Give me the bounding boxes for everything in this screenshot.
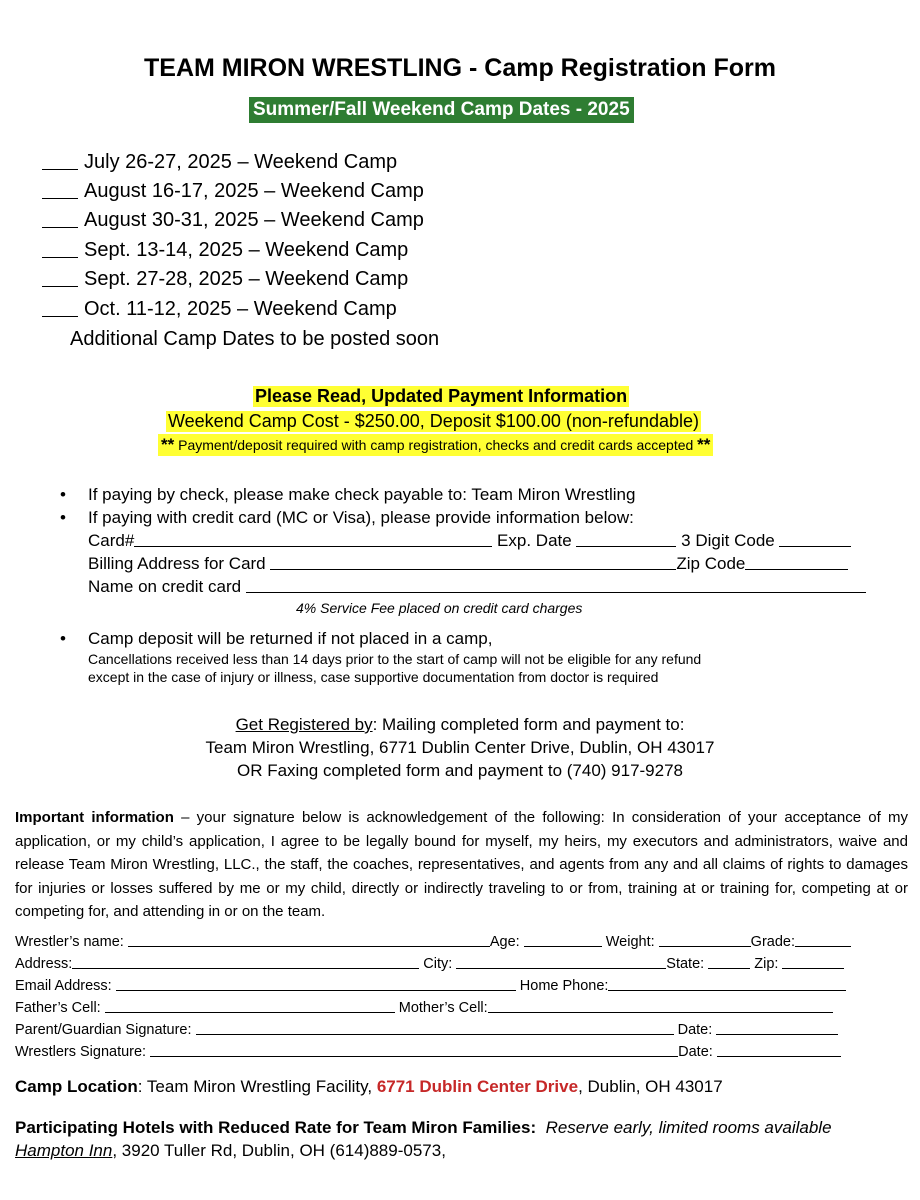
zip-label-2: Zip: [754, 956, 779, 972]
check-payable-text: If paying by check, please make check payable to: Team Miron Wrestling [88, 485, 636, 504]
get-registered-line [0, 715, 920, 735]
hotels-note: Reserve early, limited rooms available [545, 1118, 832, 1137]
parent-signature-field[interactable] [196, 1019, 674, 1035]
checkbox-blank[interactable] [42, 298, 78, 317]
cancellation-text: except in the case of injury or illness, case supportive documentation from doctor is required [88, 669, 659, 685]
card-zip-field[interactable] [745, 554, 848, 570]
deposit-text: Camp deposit will be returned if not placed in a camp, [88, 629, 493, 648]
camp-date-option[interactable] [42, 151, 397, 174]
home-phone-field[interactable] [608, 975, 846, 991]
name-on-card-label: Name on credit card [88, 577, 242, 596]
parent-signature-label: Parent/Guardian Signature: [15, 1022, 192, 1038]
card-row [88, 531, 851, 551]
hotels-line [15, 1118, 832, 1138]
mother-cell-label: Mother’s Cell: [398, 1000, 488, 1016]
checkbox-blank[interactable] [42, 151, 78, 170]
exp-date-field[interactable] [576, 531, 676, 547]
address-field[interactable] [72, 953, 419, 969]
payment-heading: Please Read, Updated Payment Information [255, 386, 628, 406]
checkbox-blank[interactable] [42, 239, 78, 258]
billing-label: Billing Address for Card [88, 554, 266, 573]
parent-signature-row [15, 1019, 838, 1038]
camp-date-label: August 16-17, 2025 – Weekend Camp [84, 180, 424, 202]
get-registered-label: Get Registered by [235, 715, 373, 734]
bullet-icon: • [60, 485, 66, 504]
additional-dates-note: Additional Camp Dates to be posted soon [70, 328, 440, 350]
state-label: State: [666, 956, 705, 972]
mailing-text: : Mailing completed form and payment to: [372, 715, 685, 734]
code-field[interactable] [779, 531, 851, 547]
state-field[interactable] [708, 953, 750, 969]
grade-label: Grade: [750, 934, 796, 950]
service-fee-note: 4% Service Fee placed on credit card charges [296, 600, 583, 616]
camp-date-label: July 26-27, 2025 – Weekend Camp [84, 151, 398, 173]
camp-date-option[interactable] [42, 239, 408, 262]
city-field[interactable] [456, 953, 666, 969]
camp-date-label: Oct. 11-12, 2025 – Weekend Camp [84, 298, 397, 320]
wrestler-name-label: Wrestler’s name: [15, 934, 124, 950]
weight-label: Weight: [605, 934, 655, 950]
page-title: TEAM MIRON WRESTLING - Camp Registration Form [144, 54, 776, 82]
asterisks: ** [697, 435, 711, 454]
card-label: Card# [88, 531, 135, 550]
mother-cell-field[interactable] [488, 997, 833, 1013]
important-label: Important information [15, 809, 174, 826]
name-on-card-field[interactable] [246, 577, 866, 593]
address-label: Address: [15, 956, 73, 972]
billing-row [88, 554, 848, 574]
camp-date-label: Sept. 13-14, 2025 – Weekend Camp [84, 239, 409, 261]
date-label: Date: [678, 1044, 713, 1060]
credit-card-text: If paying with credit card (MC or Visa), please provide information below: [88, 508, 634, 527]
bullet-icon: • [60, 508, 66, 527]
street-address: 6771 Dublin Center Drive [376, 1077, 579, 1096]
zip-label: Zip Code [676, 554, 746, 573]
age-field[interactable] [524, 931, 602, 947]
camp-date-option[interactable] [42, 298, 397, 321]
payment-note-text: Payment/deposit required with camp registration, checks and credit cards accepted [178, 437, 694, 453]
camp-location [15, 1077, 723, 1097]
age-label: Age: [489, 934, 520, 950]
email-field[interactable] [116, 975, 516, 991]
camp-date-label: Sept. 27-28, 2025 – Weekend Camp [84, 268, 409, 290]
email-label: Email Address: [15, 978, 112, 994]
email-row [15, 975, 846, 994]
name-card-row [88, 577, 866, 597]
parent-date-field[interactable] [716, 1019, 838, 1035]
address-row [15, 953, 844, 972]
hotel-entry [15, 1141, 446, 1161]
card-number-field[interactable] [134, 531, 492, 547]
camp-date-label: August 30-31, 2025 – Weekend Camp [84, 209, 424, 231]
cancellation-text: Cancellations received less than 14 days prior to the start of camp will not be eligible for any refund [88, 651, 702, 667]
wrestler-row [15, 931, 851, 950]
asterisks: ** [161, 435, 175, 454]
father-cell-field[interactable] [105, 997, 395, 1013]
exp-date-label: Exp. Date [497, 531, 572, 550]
facility-text: : Team Miron Wrestling Facility, [137, 1077, 377, 1096]
bullet-icon: • [60, 629, 66, 648]
checkbox-blank[interactable] [42, 209, 78, 228]
camp-dates-banner: Summer/Fall Weekend Camp Dates - 2025 [249, 97, 634, 123]
hotel-name-link[interactable]: Hampton Inn [15, 1141, 113, 1160]
father-cell-label: Father’s Cell: [15, 1000, 101, 1016]
grade-field[interactable] [795, 931, 851, 947]
code-label: 3 Digit Code [681, 531, 775, 550]
wrestler-date-field[interactable] [717, 1041, 841, 1057]
camp-date-option[interactable] [42, 209, 424, 232]
checkbox-blank[interactable] [42, 268, 78, 287]
mailing-address: Team Miron Wrestling, 6771 Dublin Center Drive, Dublin, OH 43017 [205, 738, 715, 757]
liability-waiver [15, 806, 908, 924]
hotel-info: , 3920 Tuller Rd, Dublin, OH (614)889-0573, [112, 1141, 446, 1160]
weight-field[interactable] [659, 931, 751, 947]
wrestler-signature-row [15, 1041, 841, 1060]
parents-cell-row [15, 997, 833, 1016]
payment-cost: Weekend Camp Cost - $250.00, Deposit $100.00 (non-refundable) [168, 411, 699, 431]
camp-location-label: Camp Location [15, 1077, 138, 1096]
hotels-heading: Participating Hotels with Reduced Rate for Team Miron Families: [15, 1118, 537, 1137]
waiver-text: – your signature below is acknowledgement of the following: In consideration of your acceptance of my application, or my child’s application, I agree to be legally bound for myself, my heirs, my executors and administrators, waive and release Team Miron Wrestling, LLC., the staff, the coaches, representatives, and agents from any and all claims of rights to damages for injuries or losses suffered by me or my child, directly or indirectly traveling to or from, training at or training for, competing at or competing for, and attending in or on the team. [15, 809, 908, 920]
city-label: City: [423, 956, 453, 972]
home-phone-label: Home Phone: [519, 978, 609, 994]
wrestler-signature-field[interactable] [150, 1041, 678, 1057]
wrestler-signature-label: Wrestlers Signature: [15, 1044, 147, 1060]
wrestler-name-field[interactable] [128, 931, 490, 947]
date-label: Date: [677, 1022, 713, 1038]
zip-field[interactable] [782, 953, 844, 969]
payment-note [158, 434, 713, 456]
city-text: , Dublin, OH 43017 [578, 1077, 723, 1096]
camp-date-option[interactable] [42, 268, 408, 291]
camp-date-option[interactable] [42, 180, 424, 203]
fax-line: OR Faxing completed form and payment to (740) 917-9278 [236, 761, 684, 780]
billing-address-field[interactable] [270, 554, 676, 570]
checkbox-blank[interactable] [42, 180, 78, 199]
